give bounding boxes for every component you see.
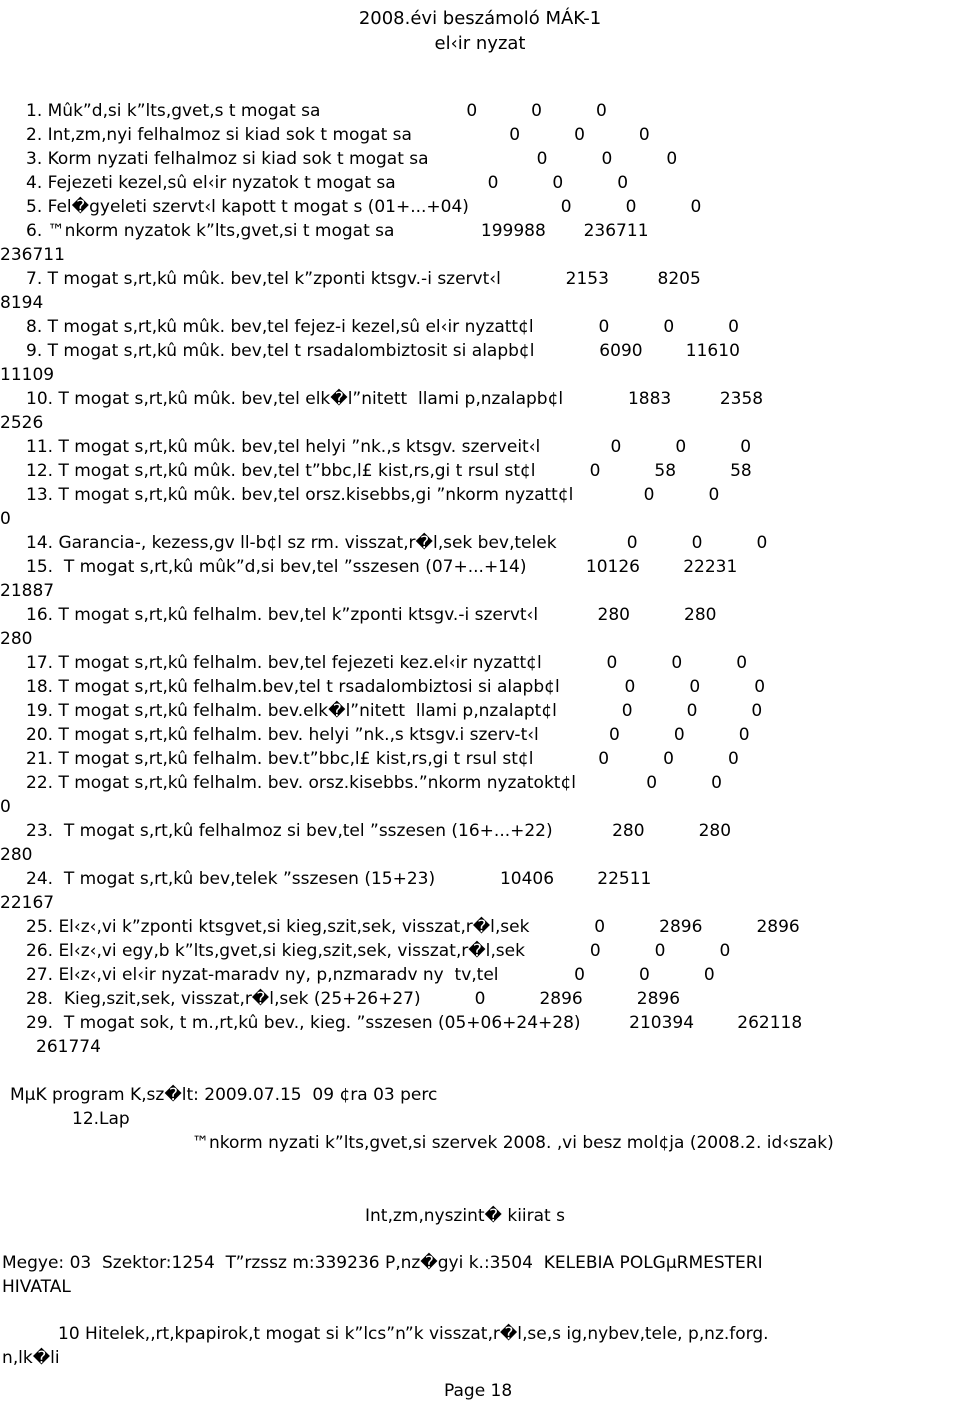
page-number: Page 18 [444,1381,513,1401]
lap-number: 12.Lap [72,1109,130,1129]
budget-line: 2. Int‚zm‚nyi felhalmoz si kiad sok t mogat sa 0 0 0 [26,125,650,145]
budget-line: 12. T mogat s‚rt‚kû mûk. bev‚tel t”bbc‚l£ kist‚rs‚gi t rsul st¢l 0 58 58 [26,461,752,481]
budget-line-continuation: 261774 [36,1037,101,1057]
budget-line: 21. T mogat s‚rt‚kû felhalm. bev.t”bbc‚l£ kist‚rs‚gi t rsul st¢l 0 0 0 [26,749,739,769]
budget-line: 26. El‹z‹‚vi egy‚b k”lts‚gvet‚si kieg‚szit‚sek, visszat‚r�l‚sek 0 0 0 [26,941,731,961]
budget-line-continuation: 0 [0,509,11,529]
budget-line-continuation: 236711 [0,245,65,265]
budget-line: 4. Fejezeti kezel‚sû el‹ir nyzatok t mogat sa 0 0 0 [26,173,629,193]
budget-line: 29. T mogat sok, t m.‚rt‚kû bev., kieg. ”sszesen (05+06+24+28) 210394 262118 [26,1013,803,1033]
budget-line: 13. T mogat s‚rt‚kû mûk. bev‚tel orsz.kisebbs‚gi ”nkorm nyzatt¢l 0 0 [26,485,720,505]
budget-line: 17. T mogat s‚rt‚kû felhalm. bev‚tel fejezeti kez.el‹ir nyzatt¢l 0 0 0 [26,653,748,673]
budget-line: 24. T mogat s‚rt‚kû bev‚telek ”sszesen (15+23) 10406 22511 [26,869,652,889]
budget-line: 25. El‹z‹‚vi k”zponti ktsgvet‚si kieg‚szit‚sek, visszat‚r�l‚sek 0 2896 2896 [26,917,800,937]
budget-line-continuation: 2526 [0,413,44,433]
budget-line: 28. Kieg‚szit‚sek, visszat‚r�l‚sek (25+26+27) 0 2896 2896 [26,989,681,1009]
section-title: Int‚zm‚nyszint� kiirat s [365,1206,565,1226]
budget-line: 6. ™nkorm nyzatok k”lts‚gvet‚si t mogat sa 199988 236711 [26,221,649,241]
budget-line: 18. T mogat s‚rt‚kû felhalm.bev‚tel t rsadalombiztosi si alapb¢l 0 0 0 [26,677,766,697]
institution-line: Megye: 03 Szektor:1254 T”rzssz m:339236 P‚nz�gyi k.:3504 KELEBIA POLGµRMESTERI [2,1253,763,1273]
document-subtitle: el‹ir nyzat [434,33,526,54]
report-title: ™nkorm nyzati k”lts‚gvet‚si szervek 2008. ‚vi besz mol¢ja (2008.2. id‹szak) [192,1133,834,1153]
budget-line: 11. T mogat s‚rt‚kû mûk. bev‚tel helyi ”nk.‚s ktsgv. szerveit‹l 0 0 0 [26,437,752,457]
budget-line: 3. Korm nyzati felhalmoz si kiad sok t mogat sa 0 0 0 [26,149,678,169]
budget-line: 15. T mogat s‚rt‚kû mûk”d‚si bev‚tel ”sszesen (07+...+14) 10126 22231 [26,557,738,577]
budget-line: 22. T mogat s‚rt‚kû felhalm. bev. orsz.kisebbs.”nkorm nyzatokt¢l 0 0 [26,773,722,793]
budget-line-continuation: 280 [0,629,33,649]
budget-line: 14. Garancia-, kezess‚gv ll-b¢l sz rm. visszat‚r�l‚sek bev‚telek 0 0 0 [26,533,768,553]
category-line: 10 Hitelek,‚rt‚kpapirok‚t mogat si k”lcs”n”k visszat‚r�l‚se‚s ig‚nybev‚tele, p‚nz.forg. [58,1324,769,1344]
budget-line-continuation: 8194 [0,293,44,313]
budget-line-continuation: 11109 [0,365,55,385]
budget-line-continuation: 0 [0,797,11,817]
budget-line-continuation: 280 [0,845,33,865]
budget-line: 27. El‹z‹‚vi el‹ir nyzat-maradv ny, p‚nzmaradv ny tv‚tel 0 0 0 [26,965,715,985]
budget-line: 1. Mûk”d‚si k”lts‚gvet‚s t mogat sa 0 0 0 [26,101,607,121]
budget-line: 19. T mogat s‚rt‚kû felhalm. bev.elk�l”nitett llami p‚nzalapt¢l 0 0 0 [26,701,763,721]
document-title: 2008.évi beszámoló MÁK-1 [358,8,602,29]
budget-line: 23. T mogat s‚rt‚kû felhalmoz si bev‚tel ”sszesen (16+...+22) 280 280 [26,821,732,841]
budget-line: 16. T mogat s‚rt‚kû felhalm. bev‚tel k”zponti ktsgv.-i szervt‹l 280 280 [26,605,717,625]
program-generated-line: MµK program K‚sz�lt: 2009.07.15 09 ¢ra 03 perc [10,1085,438,1105]
budget-line-continuation: 21887 [0,581,55,601]
budget-line-continuation: 22167 [0,893,55,913]
budget-line: 7. T mogat s‚rt‚kû mûk. bev‚tel k”zponti ktsgv.-i szervt‹l 2153 8205 [26,269,701,289]
budget-line: 10. T mogat s‚rt‚kû mûk. bev‚tel elk�l”nitett llami p‚nzalapb¢l 1883 2358 [26,389,764,409]
budget-line: 5. Fel�gyeleti szervt‹l kapott t mogat s (01+...+04) 0 0 0 [26,197,702,217]
category-line-continuation: n‚lk�li [2,1348,60,1368]
budget-line: 9. T mogat s‚rt‚kû mûk. bev‚tel t rsadalombiztosit si alapb¢l 6090 11610 [26,341,740,361]
institution-line-continuation: HIVATAL [2,1277,71,1297]
budget-line: 20. T mogat s‚rt‚kû felhalm. bev. helyi ”nk.‚s ktsgv.i szerv-t‹l 0 0 0 [26,725,750,745]
budget-line: 8. T mogat s‚rt‚kû mûk. bev‚tel fejez-i kezel‚sû el‹ir nyzatt¢l 0 0 0 [26,317,739,337]
